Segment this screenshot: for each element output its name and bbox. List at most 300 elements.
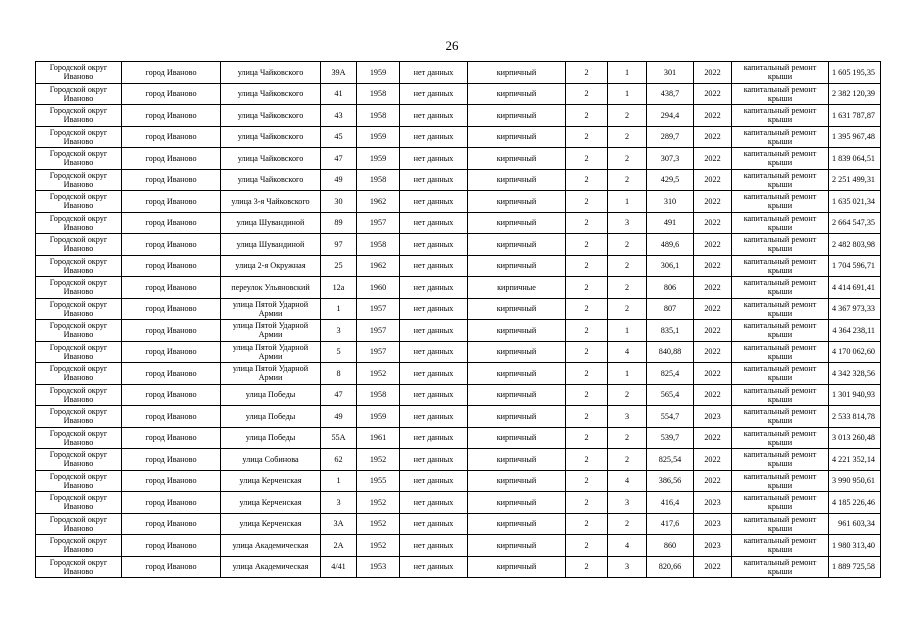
table-row (36, 449, 881, 471)
settlement-cell: город Иваново (122, 62, 221, 84)
house-number-cell: 47 (321, 148, 357, 170)
table-row (36, 492, 881, 514)
year-overhaul-cell: нет данных (400, 363, 468, 385)
municipality-cell: Городской округ Иваново (36, 255, 122, 277)
settlement-cell: город Иваново (122, 191, 221, 213)
year-overhaul-cell: нет данных (400, 556, 468, 578)
house-number-cell: 62 (321, 449, 357, 471)
house-number-cell: 55А (321, 427, 357, 449)
entrances-cell: 2 (608, 277, 647, 299)
house-number-cell: 89 (321, 212, 357, 234)
work-type-cell: капитальный ремонт крыши (732, 191, 829, 213)
work-type-cell: капитальный ремонт крыши (732, 513, 829, 535)
plan-year-cell: 2023 (694, 513, 732, 535)
plan-year-cell: 2022 (694, 556, 732, 578)
entrances-cell: 4 (608, 341, 647, 363)
work-type-cell: капитальный ремонт крыши (732, 234, 829, 256)
table-row (36, 191, 881, 213)
entrances-cell: 1 (608, 83, 647, 105)
plan-year-cell: 2022 (694, 470, 732, 492)
year-built-cell: 1962 (357, 191, 400, 213)
plan-year-cell: 2022 (694, 255, 732, 277)
municipality-cell: Городской округ Иваново (36, 427, 122, 449)
year-built-cell: 1957 (357, 212, 400, 234)
table-row (36, 535, 881, 557)
table-row (36, 169, 881, 191)
entrances-cell: 2 (608, 126, 647, 148)
municipality-cell: Городской округ Иваново (36, 83, 122, 105)
house-number-cell: 25 (321, 255, 357, 277)
wall-material-cell: кирпичный (468, 298, 566, 320)
wall-material-cell: кирпичный (468, 406, 566, 428)
house-number-cell: 12а (321, 277, 357, 299)
work-type-cell: капитальный ремонт крыши (732, 535, 829, 557)
table-row (36, 341, 881, 363)
house-number-cell: 4/41 (321, 556, 357, 578)
wall-material-cell: кирпичный (468, 320, 566, 342)
floors-cell: 2 (566, 105, 608, 127)
year-overhaul-cell: нет данных (400, 535, 468, 557)
wall-material-cell: кирпичные (468, 277, 566, 299)
cost-cell: 1 980 313,40 (829, 535, 881, 557)
settlement-cell: город Иваново (122, 169, 221, 191)
floors-cell: 2 (566, 535, 608, 557)
settlement-cell: город Иваново (122, 126, 221, 148)
cost-cell: 1 635 021,34 (829, 191, 881, 213)
entrances-cell: 4 (608, 470, 647, 492)
municipality-cell: Городской округ Иваново (36, 169, 122, 191)
wall-material-cell: кирпичный (468, 427, 566, 449)
work-type-cell: капитальный ремонт крыши (732, 169, 829, 191)
year-overhaul-cell: нет данных (400, 169, 468, 191)
plan-year-cell: 2022 (694, 126, 732, 148)
floors-cell: 2 (566, 406, 608, 428)
wall-material-cell: кирпичный (468, 126, 566, 148)
wall-material-cell: кирпичный (468, 255, 566, 277)
street-cell: переулок Ульяновский (221, 277, 321, 299)
entrances-cell: 1 (608, 363, 647, 385)
house-number-cell: 1 (321, 470, 357, 492)
floors-cell: 2 (566, 169, 608, 191)
table-row (36, 212, 881, 234)
street-cell: улица 3-я Чайковского (221, 191, 321, 213)
street-cell: улица Керченская (221, 470, 321, 492)
plan-year-cell: 2022 (694, 298, 732, 320)
wall-material-cell: кирпичный (468, 363, 566, 385)
cost-cell: 1 395 967,48 (829, 126, 881, 148)
area-cell: 429,5 (647, 169, 694, 191)
house-number-cell: 5 (321, 341, 357, 363)
wall-material-cell: кирпичный (468, 191, 566, 213)
year-built-cell: 1959 (357, 62, 400, 84)
year-built-cell: 1958 (357, 384, 400, 406)
municipality-cell: Городской округ Иваново (36, 449, 122, 471)
year-overhaul-cell: нет данных (400, 255, 468, 277)
year-overhaul-cell: нет данных (400, 298, 468, 320)
floors-cell: 2 (566, 556, 608, 578)
work-type-cell: капитальный ремонт крыши (732, 449, 829, 471)
entrances-cell: 3 (608, 556, 647, 578)
area-cell: 438,7 (647, 83, 694, 105)
house-number-cell: 97 (321, 234, 357, 256)
house-number-cell: 45 (321, 126, 357, 148)
plan-year-cell: 2023 (694, 492, 732, 514)
cost-cell: 3 013 260,48 (829, 427, 881, 449)
municipality-cell: Городской округ Иваново (36, 492, 122, 514)
settlement-cell: город Иваново (122, 105, 221, 127)
year-built-cell: 1959 (357, 406, 400, 428)
year-overhaul-cell: нет данных (400, 384, 468, 406)
floors-cell: 2 (566, 341, 608, 363)
entrances-cell: 2 (608, 234, 647, 256)
municipality-cell: Городской округ Иваново (36, 320, 122, 342)
street-cell: улица Шувандиной (221, 234, 321, 256)
street-cell: улица Академическая (221, 535, 321, 557)
year-built-cell: 1957 (357, 298, 400, 320)
year-overhaul-cell: нет данных (400, 406, 468, 428)
area-cell: 807 (647, 298, 694, 320)
area-cell: 306,1 (647, 255, 694, 277)
year-overhaul-cell: нет данных (400, 427, 468, 449)
work-type-cell: капитальный ремонт крыши (732, 406, 829, 428)
settlement-cell: город Иваново (122, 341, 221, 363)
page-number: 26 (445, 38, 459, 53)
table-row (36, 406, 881, 428)
housing-overhaul-table (35, 61, 881, 578)
settlement-cell: город Иваново (122, 449, 221, 471)
house-number-cell: 30 (321, 191, 357, 213)
cost-cell: 1 889 725,58 (829, 556, 881, 578)
entrances-cell: 3 (608, 406, 647, 428)
area-cell: 825,4 (647, 363, 694, 385)
cost-cell: 4 170 062,60 (829, 341, 881, 363)
work-type-cell: капитальный ремонт крыши (732, 363, 829, 385)
municipality-cell: Городской округ Иваново (36, 191, 122, 213)
municipality-cell: Городской округ Иваново (36, 277, 122, 299)
floors-cell: 2 (566, 427, 608, 449)
table-row (36, 148, 881, 170)
floors-cell: 2 (566, 277, 608, 299)
year-built-cell: 1957 (357, 341, 400, 363)
floors-cell: 2 (566, 298, 608, 320)
year-built-cell: 1952 (357, 492, 400, 514)
entrances-cell: 2 (608, 148, 647, 170)
plan-year-cell: 2022 (694, 427, 732, 449)
entrances-cell: 2 (608, 105, 647, 127)
table-row (36, 427, 881, 449)
municipality-cell: Городской округ Иваново (36, 298, 122, 320)
table-row (36, 320, 881, 342)
table-row (36, 126, 881, 148)
entrances-cell: 2 (608, 513, 647, 535)
street-cell: улица Чайковского (221, 148, 321, 170)
entrances-cell: 3 (608, 212, 647, 234)
municipality-cell: Городской округ Иваново (36, 126, 122, 148)
municipality-cell: Городской округ Иваново (36, 234, 122, 256)
house-number-cell: 2А (321, 535, 357, 557)
wall-material-cell: кирпичный (468, 148, 566, 170)
street-cell: улица Собинова (221, 449, 321, 471)
year-built-cell: 1957 (357, 320, 400, 342)
cost-cell: 4 185 226,46 (829, 492, 881, 514)
settlement-cell: город Иваново (122, 384, 221, 406)
work-type-cell: капитальный ремонт крыши (732, 212, 829, 234)
street-cell: улица 2-я Окружная (221, 255, 321, 277)
year-overhaul-cell: нет данных (400, 470, 468, 492)
house-number-cell: 8 (321, 363, 357, 385)
cost-cell: 1 704 596,71 (829, 255, 881, 277)
street-cell: улица Академическая (221, 556, 321, 578)
wall-material-cell: кирпичный (468, 169, 566, 191)
floors-cell: 2 (566, 62, 608, 84)
floors-cell: 2 (566, 255, 608, 277)
plan-year-cell: 2022 (694, 363, 732, 385)
floors-cell: 2 (566, 83, 608, 105)
year-built-cell: 1958 (357, 169, 400, 191)
floors-cell: 2 (566, 212, 608, 234)
area-cell: 565,4 (647, 384, 694, 406)
municipality-cell: Городской округ Иваново (36, 105, 122, 127)
cost-cell: 1 839 064,51 (829, 148, 881, 170)
entrances-cell: 2 (608, 384, 647, 406)
area-cell: 301 (647, 62, 694, 84)
year-built-cell: 1952 (357, 513, 400, 535)
settlement-cell: город Иваново (122, 492, 221, 514)
street-cell: улица Керченская (221, 513, 321, 535)
municipality-cell: Городской округ Иваново (36, 212, 122, 234)
year-built-cell: 1952 (357, 535, 400, 557)
municipality-cell: Городской округ Иваново (36, 62, 122, 84)
floors-cell: 2 (566, 234, 608, 256)
municipality-cell: Городской округ Иваново (36, 363, 122, 385)
street-cell: улица Победы (221, 427, 321, 449)
street-cell: улица Чайковского (221, 169, 321, 191)
wall-material-cell: кирпичный (468, 535, 566, 557)
plan-year-cell: 2022 (694, 148, 732, 170)
area-cell: 489,6 (647, 234, 694, 256)
area-cell: 806 (647, 277, 694, 299)
table-row (36, 255, 881, 277)
work-type-cell: капитальный ремонт крыши (732, 62, 829, 84)
wall-material-cell: кирпичный (468, 513, 566, 535)
floors-cell: 2 (566, 513, 608, 535)
area-cell: 820,66 (647, 556, 694, 578)
work-type-cell: капитальный ремонт крыши (732, 83, 829, 105)
table-row (36, 513, 881, 535)
table-body (36, 62, 881, 578)
cost-cell: 2 664 547,35 (829, 212, 881, 234)
year-built-cell: 1952 (357, 363, 400, 385)
area-cell: 294,4 (647, 105, 694, 127)
area-cell: 416,4 (647, 492, 694, 514)
settlement-cell: город Иваново (122, 556, 221, 578)
cost-cell: 961 603,34 (829, 513, 881, 535)
cost-cell: 4 221 352,14 (829, 449, 881, 471)
cost-cell: 1 301 940,93 (829, 384, 881, 406)
municipality-cell: Городской округ Иваново (36, 406, 122, 428)
year-built-cell: 1962 (357, 255, 400, 277)
plan-year-cell: 2023 (694, 406, 732, 428)
plan-year-cell: 2022 (694, 384, 732, 406)
table-row (36, 234, 881, 256)
plan-year-cell: 2022 (694, 234, 732, 256)
wall-material-cell: кирпичный (468, 556, 566, 578)
table-row (36, 470, 881, 492)
cost-cell: 2 533 814,78 (829, 406, 881, 428)
wall-material-cell: кирпичный (468, 234, 566, 256)
area-cell: 840,88 (647, 341, 694, 363)
table-row (36, 105, 881, 127)
cost-cell: 1 605 195,35 (829, 62, 881, 84)
street-cell: улица Пятой Ударной Армии (221, 341, 321, 363)
year-overhaul-cell: нет данных (400, 492, 468, 514)
work-type-cell: капитальный ремонт крыши (732, 320, 829, 342)
street-cell: улица Чайковского (221, 105, 321, 127)
plan-year-cell: 2023 (694, 535, 732, 557)
area-cell: 554,7 (647, 406, 694, 428)
entrances-cell: 4 (608, 535, 647, 557)
settlement-cell: город Иваново (122, 363, 221, 385)
plan-year-cell: 2022 (694, 191, 732, 213)
year-built-cell: 1959 (357, 148, 400, 170)
plan-year-cell: 2022 (694, 320, 732, 342)
house-number-cell: 43 (321, 105, 357, 127)
year-built-cell: 1955 (357, 470, 400, 492)
year-built-cell: 1959 (357, 126, 400, 148)
wall-material-cell: кирпичный (468, 341, 566, 363)
municipality-cell: Городской округ Иваново (36, 148, 122, 170)
year-overhaul-cell: нет данных (400, 234, 468, 256)
entrances-cell: 1 (608, 320, 647, 342)
house-number-cell: 47 (321, 384, 357, 406)
work-type-cell: капитальный ремонт крыши (732, 556, 829, 578)
year-built-cell: 1953 (357, 556, 400, 578)
floors-cell: 2 (566, 492, 608, 514)
work-type-cell: капитальный ремонт крыши (732, 384, 829, 406)
settlement-cell: город Иваново (122, 320, 221, 342)
cost-cell: 2 382 120,39 (829, 83, 881, 105)
house-number-cell: 3 (321, 492, 357, 514)
table-row (36, 556, 881, 578)
area-cell: 860 (647, 535, 694, 557)
street-cell: улица Шувандиной (221, 212, 321, 234)
work-type-cell: капитальный ремонт крыши (732, 126, 829, 148)
wall-material-cell: кирпичный (468, 384, 566, 406)
street-cell: улица Керченская (221, 492, 321, 514)
work-type-cell: капитальный ремонт крыши (732, 492, 829, 514)
settlement-cell: город Иваново (122, 83, 221, 105)
year-overhaul-cell: нет данных (400, 513, 468, 535)
municipality-cell: Городской округ Иваново (36, 513, 122, 535)
plan-year-cell: 2022 (694, 341, 732, 363)
year-built-cell: 1961 (357, 427, 400, 449)
settlement-cell: город Иваново (122, 470, 221, 492)
settlement-cell: город Иваново (122, 277, 221, 299)
area-cell: 310 (647, 191, 694, 213)
street-cell: улица Пятой Ударной Армии (221, 363, 321, 385)
table-row (36, 62, 881, 84)
work-type-cell: капитальный ремонт крыши (732, 470, 829, 492)
cost-cell: 2 482 803,98 (829, 234, 881, 256)
municipality-cell: Городской округ Иваново (36, 384, 122, 406)
floors-cell: 2 (566, 384, 608, 406)
street-cell: улица Победы (221, 384, 321, 406)
entrances-cell: 2 (608, 169, 647, 191)
plan-year-cell: 2022 (694, 277, 732, 299)
floors-cell: 2 (566, 449, 608, 471)
table-row (36, 298, 881, 320)
entrances-cell: 2 (608, 255, 647, 277)
plan-year-cell: 2022 (694, 105, 732, 127)
settlement-cell: город Иваново (122, 406, 221, 428)
year-overhaul-cell: нет данных (400, 62, 468, 84)
house-number-cell: 41 (321, 83, 357, 105)
floors-cell: 2 (566, 126, 608, 148)
area-cell: 835,1 (647, 320, 694, 342)
plan-year-cell: 2022 (694, 83, 732, 105)
street-cell: улица Чайковского (221, 126, 321, 148)
street-cell: улица Чайковского (221, 83, 321, 105)
floors-cell: 2 (566, 320, 608, 342)
year-built-cell: 1952 (357, 449, 400, 471)
area-cell: 307,3 (647, 148, 694, 170)
cost-cell: 1 631 787,87 (829, 105, 881, 127)
wall-material-cell: кирпичный (468, 470, 566, 492)
house-number-cell: 1 (321, 298, 357, 320)
settlement-cell: город Иваново (122, 513, 221, 535)
entrances-cell: 2 (608, 449, 647, 471)
work-type-cell: капитальный ремонт крыши (732, 255, 829, 277)
entrances-cell: 2 (608, 298, 647, 320)
floors-cell: 2 (566, 363, 608, 385)
street-cell: улица Пятой Ударной Армии (221, 320, 321, 342)
cost-cell: 3 990 950,61 (829, 470, 881, 492)
wall-material-cell: кирпичный (468, 62, 566, 84)
year-built-cell: 1958 (357, 105, 400, 127)
work-type-cell: капитальный ремонт крыши (732, 427, 829, 449)
wall-material-cell: кирпичный (468, 105, 566, 127)
municipality-cell: Городской округ Иваново (36, 535, 122, 557)
settlement-cell: город Иваново (122, 212, 221, 234)
house-number-cell: 3 (321, 320, 357, 342)
wall-material-cell: кирпичный (468, 492, 566, 514)
year-overhaul-cell: нет данных (400, 105, 468, 127)
work-type-cell: капитальный ремонт крыши (732, 341, 829, 363)
area-cell: 386,56 (647, 470, 694, 492)
area-cell: 289,7 (647, 126, 694, 148)
year-overhaul-cell: нет данных (400, 341, 468, 363)
cost-cell: 4 367 973,33 (829, 298, 881, 320)
municipality-cell: Городской округ Иваново (36, 341, 122, 363)
area-cell: 539,7 (647, 427, 694, 449)
year-overhaul-cell: нет данных (400, 83, 468, 105)
settlement-cell: город Иваново (122, 535, 221, 557)
entrances-cell: 3 (608, 492, 647, 514)
year-built-cell: 1958 (357, 83, 400, 105)
work-type-cell: капитальный ремонт крыши (732, 277, 829, 299)
table-row (36, 363, 881, 385)
area-cell: 417,6 (647, 513, 694, 535)
cost-cell: 4 414 691,41 (829, 277, 881, 299)
house-number-cell: 3А (321, 513, 357, 535)
table-row (36, 83, 881, 105)
plan-year-cell: 2022 (694, 169, 732, 191)
wall-material-cell: кирпичный (468, 449, 566, 471)
year-overhaul-cell: нет данных (400, 126, 468, 148)
year-built-cell: 1960 (357, 277, 400, 299)
floors-cell: 2 (566, 148, 608, 170)
settlement-cell: город Иваново (122, 255, 221, 277)
